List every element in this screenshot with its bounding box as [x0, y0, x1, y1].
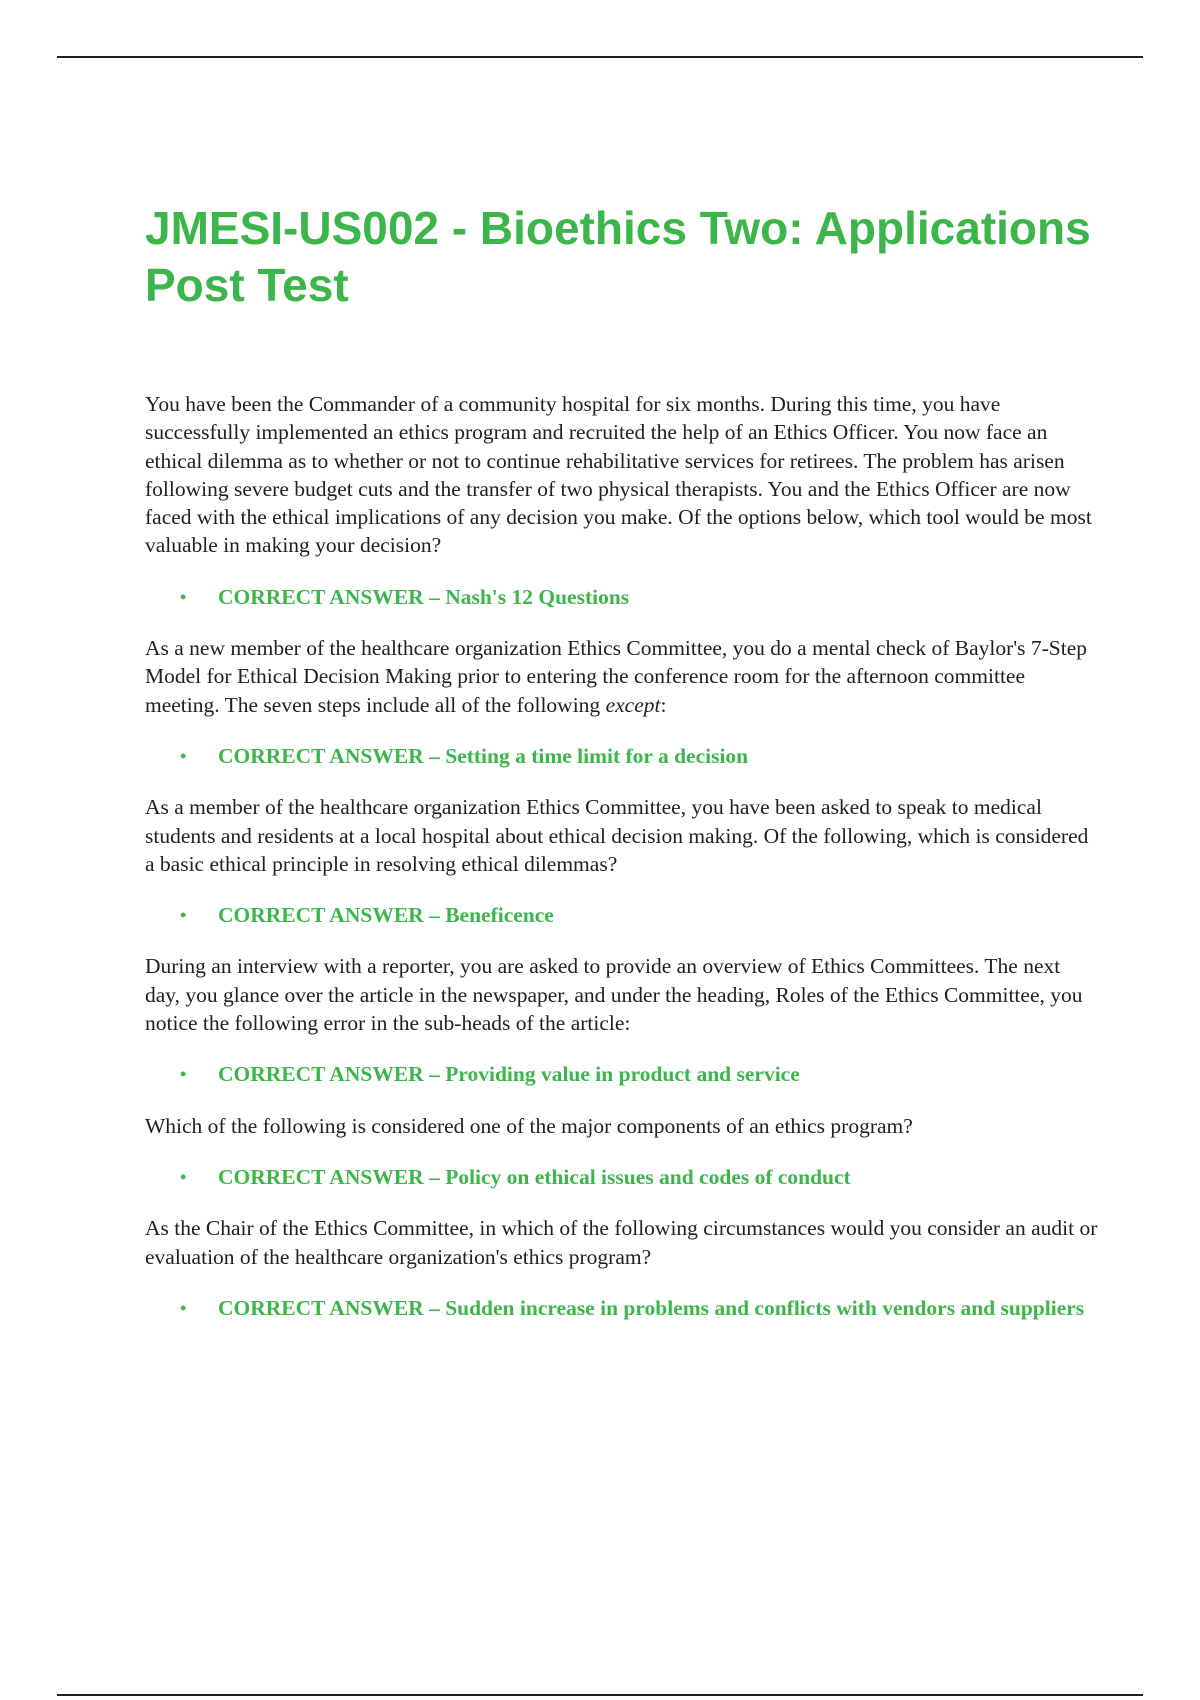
- question-1-text: You have been the Commander of a community hospital for six months. During this time, you have successfully implemented an ethics program and recruited the help of an Ethics Officer. You now face an ethical dilemma as to whether or not to continue rehabilitative services for retirees. The problem has arisen following severe budget cuts and the transfer of two physical therapists. You and the Ethics Officer are now faced with the ethical implications of any decision you make. Of the options below, which tool would be most valuable in making your decision?: [145, 392, 1092, 558]
- bullet-icon: •: [180, 745, 187, 766]
- answer-2-text: CORRECT ANSWER – Setting a time limit for a decision: [218, 743, 749, 768]
- answer-4-text: CORRECT ANSWER – Providing value in product and service: [218, 1062, 800, 1087]
- answer-5: [145, 1163, 1100, 1191]
- bullet-icon: •: [180, 1166, 187, 1187]
- question-6-text: As the Chair of the Ethics Committee, in which of the following circumstances would you consider an audit or evaluation of the healthcare organization's ethics program?: [145, 1216, 1098, 1269]
- answer-6: [145, 1294, 1100, 1322]
- answer-list-1: [145, 583, 1100, 611]
- question-2-text-after: :: [660, 692, 667, 717]
- answer-4: [145, 1060, 1100, 1088]
- bottom-rule: [57, 1694, 1143, 1696]
- answer-3: [145, 901, 1100, 929]
- answer-list-4: [145, 1060, 1100, 1088]
- answer-3-text: CORRECT ANSWER – Beneficence: [218, 903, 554, 928]
- bullet-icon: •: [180, 1297, 187, 1318]
- question-2-text: [145, 634, 1100, 719]
- answer-1-text: CORRECT ANSWER – Nash's 12 Questions: [218, 584, 630, 609]
- bullet-icon: •: [180, 586, 187, 607]
- document-body: [145, 200, 1100, 1345]
- document-title: JMESI-US002 - Bioethics Two: Applications Post Test: [145, 202, 1091, 311]
- answer-list-5: [145, 1163, 1100, 1191]
- question-2-text-before: As a new member of the healthcare organization Ethics Committee, you do a mental check of Baylor's 7-Step Model for Ethical Decision Making prior to entering the conference room for the afternoon committee meeting. The seven steps include all of the following: [145, 636, 1088, 717]
- question-4-text: During an interview with a reporter, you are asked to provide an overview of Ethics Committees. The next day, you glance over the article in the newspaper, and under the heading, Roles of the Ethics Committee, you notice the following error in the sub-heads of the article:: [145, 954, 1083, 1036]
- bullet-icon: •: [180, 905, 187, 926]
- answer-6-text: CORRECT ANSWER – Sudden increase in problems and conflicts with vendors and suppliers: [218, 1295, 1085, 1320]
- question-2-emphasis: except: [605, 692, 661, 717]
- question-5-text: Which of the following is considered one of the major components of an ethics program?: [145, 1113, 913, 1138]
- answer-5-text: CORRECT ANSWER – Policy on ethical issues and codes of conduct: [218, 1164, 851, 1189]
- answer-2: [145, 742, 1100, 770]
- question-list: [145, 390, 1100, 1322]
- answer-1: [145, 583, 1100, 611]
- answer-list-6: [145, 1294, 1100, 1322]
- bullet-icon: •: [180, 1064, 187, 1085]
- answer-list-3: [145, 901, 1100, 929]
- question-3-text: As a member of the healthcare organization Ethics Committee, you have been asked to speak to medical students and residents at a local hospital about ethical decision making. Of the following, which is considered a basic ethical principle in resolving ethical dilemmas?: [145, 795, 1089, 876]
- answer-list-2: [145, 742, 1100, 770]
- top-rule: [57, 56, 1143, 58]
